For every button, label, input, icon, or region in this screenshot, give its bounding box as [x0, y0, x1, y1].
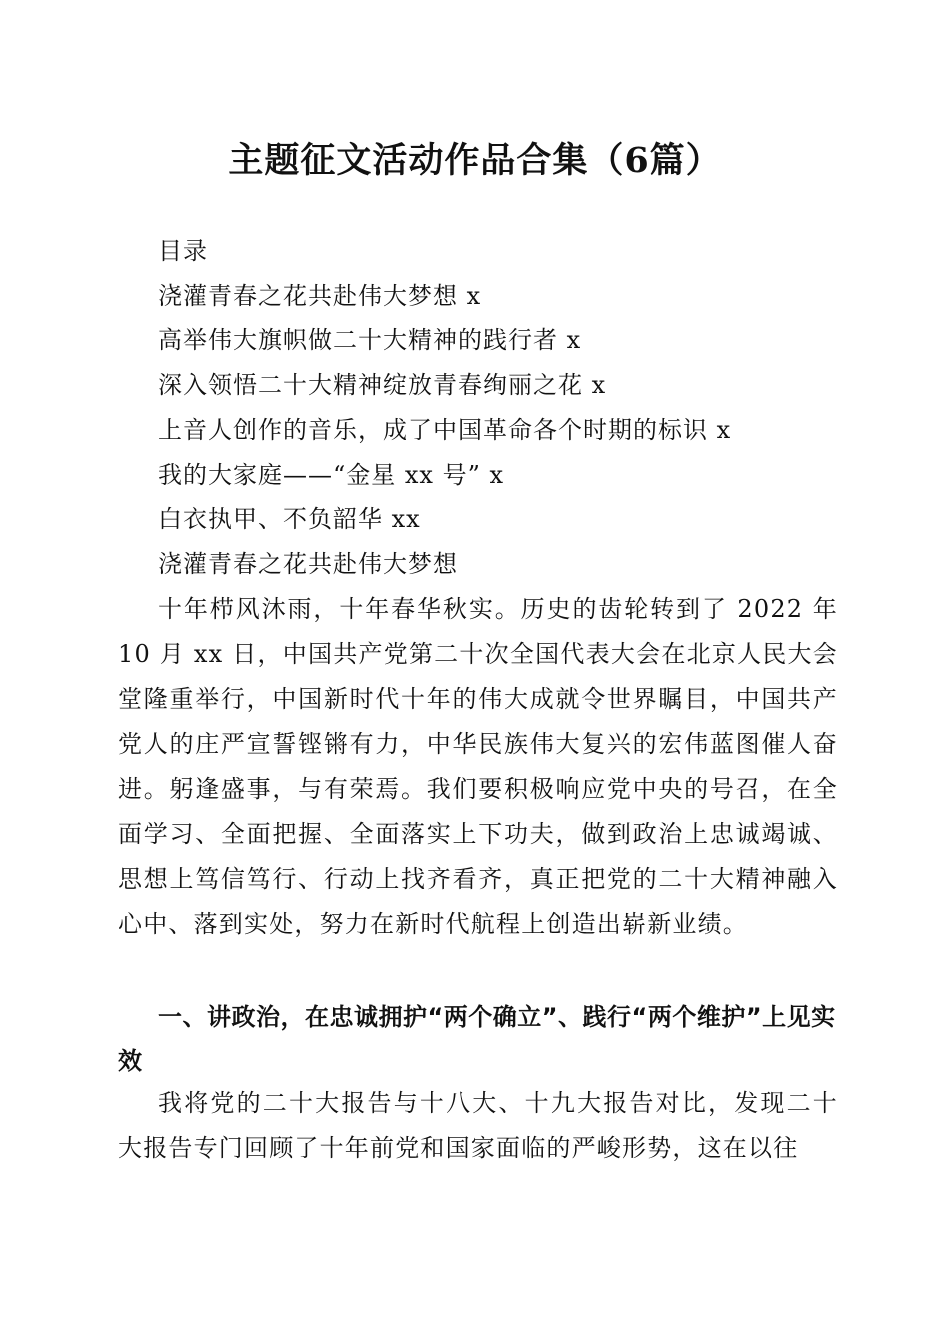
table-of-contents [158, 229, 858, 587]
document-title: 主题征文活动作品合集（6篇） [228, 140, 722, 181]
toc-item[interactable]: 白衣执甲、不负韶华 xx [158, 505, 421, 534]
body-paragraph: 十年栉风沐雨，十年春华秋实。历史的齿轮转到了 2022 年 10 月 xx 日，中国共产党第二十次全国代表大会在北京人民大会堂隆重举行，中国新时代十年的伟大成就令世界瞩目，中国共产党人的庄严宣誓铿锵有力，中华民族伟大复兴的宏伟蓝图催人奋进。躬逢盛事，与有荣焉。我们要积极响应党中央的号召，在全面学习、全面把握、全面落实上下功夫，做到政治上忠诚竭诚、思想上笃信笃行、行动上找齐看齐，真正把党的二十大精神融入心中、落到实处，努力在新时代航程上创造出崭新业绩。 [118, 595, 838, 938]
toc-item[interactable]: 深入领悟二十大精神绽放青春绚丽之花 x [158, 371, 607, 400]
toc-item[interactable]: 浇灌青春之花共赴伟大梦想 x [158, 281, 482, 310]
toc-item[interactable]: 高举伟大旗帜做二十大精神的践行者 x [158, 326, 582, 355]
toc-label: 目录 [158, 237, 208, 265]
toc-item[interactable]: 我的大家庭——“金星 xx 号” x [158, 460, 505, 489]
section-heading: 一、讲政治，在忠诚拥护“两个确立”、践行“两个维护”上见实效 [118, 1003, 836, 1075]
body-paragraph: 我将党的二十大报告与十八大、十九大报告对比，发现二十大报告专门回顾了十年前党和国家面临的严峻形势，这在以往 [118, 1089, 838, 1162]
article-title: 浇灌青春之花共赴伟大梦想 [158, 549, 458, 578]
toc-item[interactable]: 上音人创作的音乐，成了中国革命各个时期的标识 x [158, 415, 732, 444]
